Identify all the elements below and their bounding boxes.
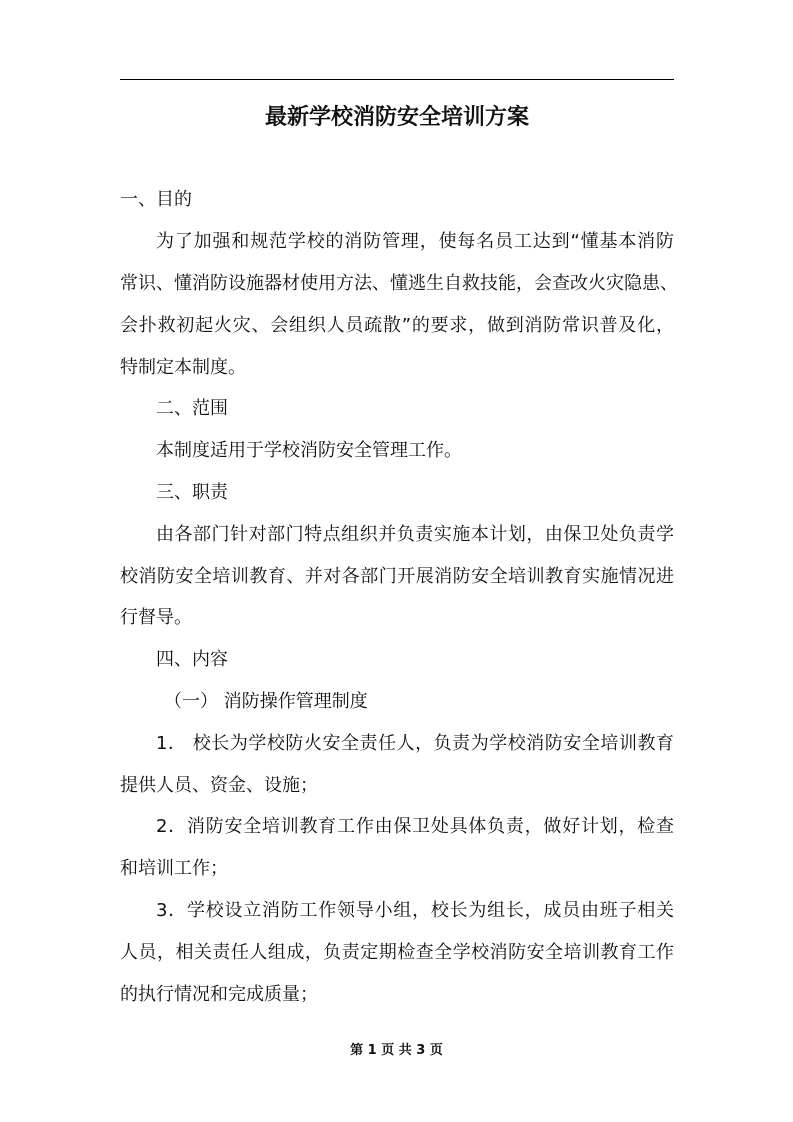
list-item-line: 1． 校长为学校防火安全责任人，负责为学校消防安全培训教育 xyxy=(156,733,674,754)
paragraph-line: 行督导。 xyxy=(120,607,192,628)
section-heading-content: 四、内容 xyxy=(156,649,228,670)
paragraph-line: 本制度适用于学校消防安全管理工作。 xyxy=(156,440,462,461)
page-number: 第 1 页 共 3 页 xyxy=(350,1043,443,1058)
header-rule xyxy=(120,79,674,80)
list-item-line: 3．学校设立消防工作领导小组，校长为组长，成员由班子相关 xyxy=(156,900,674,921)
list-item-line: 2．消防安全培训教育工作由保卫处具体负责，做好计划，检查 xyxy=(156,816,674,837)
list-item-line: 人员，相关责任人组成，负责定期检查全学校消防安全培训教育工作 xyxy=(120,942,674,963)
section-heading-purpose: 一、目的 xyxy=(120,189,192,210)
section-heading-scope: 二、范围 xyxy=(156,398,228,419)
paragraph-line: 为了加强和规范学校的消防管理，使每名员工达到“懂基本消防 xyxy=(156,231,674,252)
paragraph-line: 常识、懂消防设施器材使用方法、懂逃生自救技能，会查改火灾隐患、 xyxy=(120,273,678,294)
paragraph-line: 会扑救初起火灾、会组织人员疏散”的要求，做到消防常识普及化， xyxy=(120,315,674,336)
section-heading-duties: 三、职责 xyxy=(156,482,228,503)
subsection-heading: （一） 消防操作管理制度 xyxy=(164,691,368,712)
document-title: 最新学校消防安全培训方案 xyxy=(264,105,529,130)
paragraph-line: 校消防安全培训教育、并对各部门开展消防安全培训教育实施情况进 xyxy=(120,566,674,587)
list-item-line: 和培训工作； xyxy=(120,858,228,879)
paragraph-line: 由各部门针对部门特点组织并负责实施本计划，由保卫处负责学 xyxy=(156,524,674,545)
paragraph-line: 特制定本制度。 xyxy=(120,357,246,378)
list-item-line: 的执行情况和完成质量； xyxy=(120,984,318,1005)
list-item-line: 提供人员、资金、设施； xyxy=(120,775,318,796)
